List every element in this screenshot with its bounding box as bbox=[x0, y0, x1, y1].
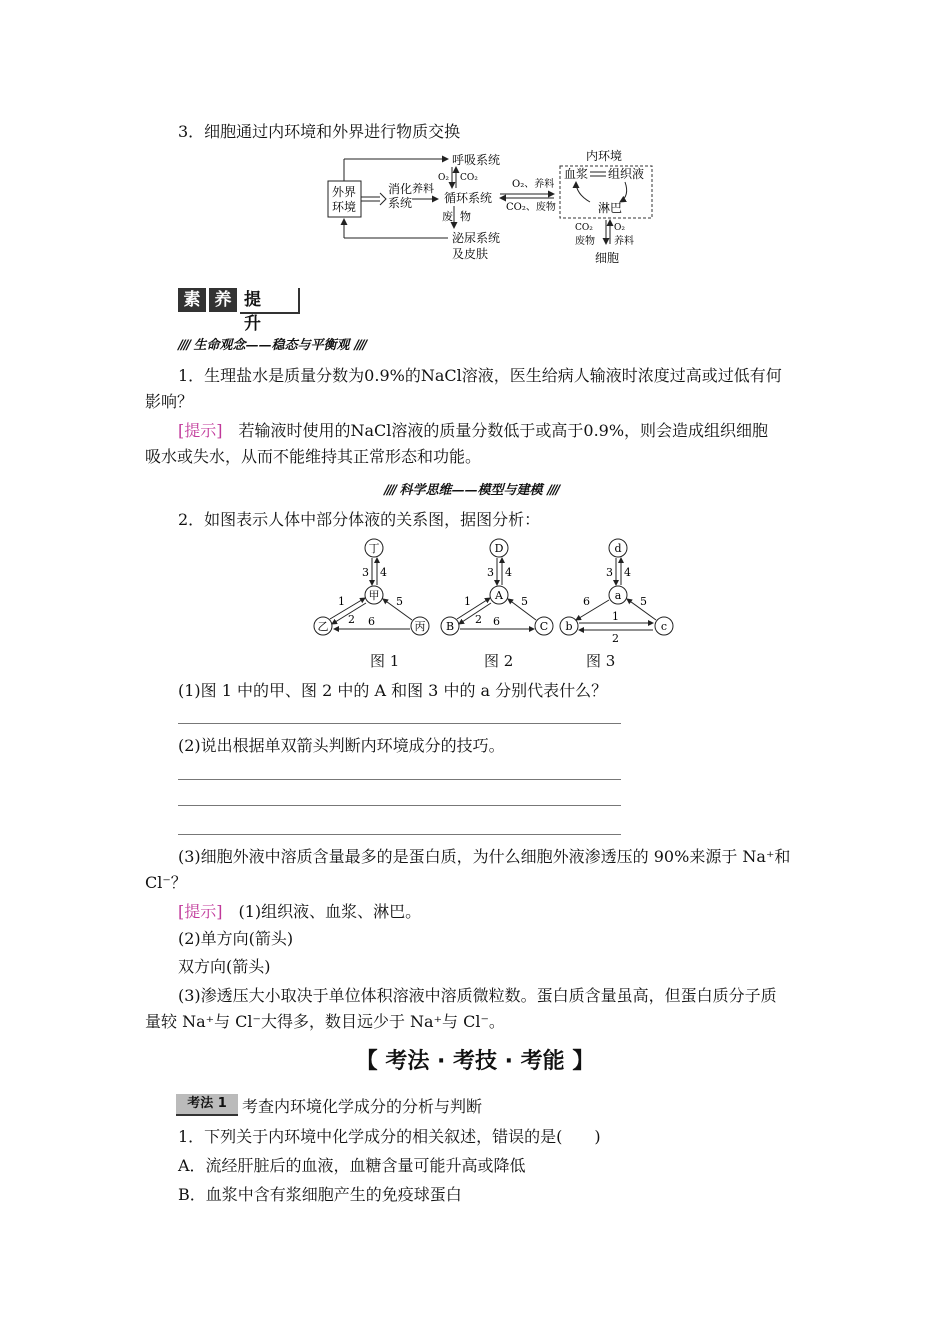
q2-ans2a: (2)单方向(箭头) bbox=[178, 929, 294, 948]
fig1-left: 乙 bbox=[317, 620, 329, 633]
svg-text:5: 5 bbox=[521, 595, 528, 608]
q2-sub3-line-2: Cl⁻？ bbox=[145, 873, 187, 892]
cell-waste-label: 废物 bbox=[575, 236, 595, 247]
q2-ans2b: 双方向(箭头) bbox=[178, 957, 271, 976]
mc-option-a: A．流经肝脏后的血液，血糖含量可能升高或降低 bbox=[178, 1156, 526, 1175]
q2-sub1: (1)图 1 中的甲、图 2 中的 A 和图 3 中的 a 分别代表什么？ bbox=[178, 681, 608, 700]
svg-text:5: 5 bbox=[396, 595, 403, 608]
fig2-right: C bbox=[539, 620, 549, 633]
nutrient-label: 养料 bbox=[412, 182, 434, 195]
svg-text:1: 1 bbox=[464, 595, 471, 608]
fig3-right: c bbox=[660, 620, 668, 633]
respiratory-label: 呼吸系统 bbox=[452, 153, 501, 167]
figure-1 bbox=[314, 539, 429, 635]
svg-text:4: 4 bbox=[380, 566, 387, 579]
outside-env-label-1: 外界 bbox=[331, 185, 357, 199]
banner-char-4: 升 bbox=[244, 314, 267, 334]
fig2-left: B bbox=[445, 620, 455, 633]
figure-2 bbox=[441, 539, 553, 635]
right-top-label: O₂、养料 bbox=[512, 179, 555, 190]
q1-line-1: 1．生理盐水是质量分数为0.9%的NaCl溶液，医生给病人输液时浓度过高或过低有何 bbox=[178, 366, 782, 385]
waste-label-2: 物 bbox=[460, 210, 471, 223]
hint-label-2: [提示] bbox=[178, 902, 223, 921]
co2-label: CO₂ bbox=[460, 173, 478, 183]
svg-text:1: 1 bbox=[612, 610, 619, 623]
kaofa1-title: 考查内环境化学成分的分析与判断 bbox=[242, 1097, 483, 1116]
fig2-center: A bbox=[495, 589, 503, 602]
q1-line-2: 影响？ bbox=[145, 392, 194, 411]
urinary-label-2: 及皮肤 bbox=[452, 247, 489, 261]
plasma-label: 血浆 bbox=[564, 167, 589, 181]
digest-label-2: 系统 bbox=[388, 196, 413, 210]
svg-text:3: 3 bbox=[487, 566, 494, 579]
o2-label: O₂ bbox=[438, 173, 449, 183]
answer-blank-3[interactable] bbox=[178, 805, 621, 806]
fig3-caption: 图 3 bbox=[586, 652, 616, 670]
fig1-top: 丁 bbox=[368, 542, 380, 555]
svg-text:6: 6 bbox=[583, 595, 590, 608]
circulation-label: 循环系统 bbox=[444, 191, 493, 205]
digest-label-1: 消化 bbox=[388, 182, 413, 196]
kaofa1-badge: 考法 1 bbox=[176, 1094, 238, 1116]
q2-sub3-line-1: (3)细胞外液中溶质含量最多的是蛋白质，为什么细胞外液渗透压的 90%来源于 Na⁺和 bbox=[178, 847, 791, 866]
svg-text:4: 4 bbox=[505, 566, 512, 579]
banner-char-1: 素 bbox=[178, 288, 206, 312]
svg-text:2: 2 bbox=[475, 613, 482, 626]
svg-text:5: 5 bbox=[640, 595, 647, 608]
banner-char-2: 养 bbox=[209, 288, 237, 312]
q2-hint: [提示] (1)组织液、血浆、淋巴。 bbox=[178, 902, 422, 921]
mc-option-b: B．血浆中含有浆细胞产生的免疫球蛋白 bbox=[178, 1185, 462, 1204]
mc-stem: 1．下列关于内环境中化学成分的相关叙述，错误的是( ) bbox=[178, 1127, 601, 1146]
kaofa-heading: 【 考法 · 考技 · 考能 】 bbox=[355, 1049, 595, 1074]
svg-text:3: 3 bbox=[362, 566, 369, 579]
fig3-left: b bbox=[565, 620, 573, 633]
fig1-caption: 图 1 bbox=[370, 652, 400, 670]
q2-intro: 2．如图表示人体中部分体液的关系图，据图分析： bbox=[178, 510, 541, 529]
q2-ans3-line-1: (3)渗透压大小取决于单位体积溶液中溶质微粒数。蛋白质含量虽高，但蛋白质分子质 bbox=[178, 986, 777, 1005]
fig1-right: 丙 bbox=[414, 620, 426, 633]
figure-3 bbox=[560, 539, 673, 645]
svg-text:6: 6 bbox=[493, 615, 500, 628]
svg-text:1: 1 bbox=[338, 595, 345, 608]
tissue-label: 组织液 bbox=[608, 167, 645, 181]
exchange-flow-diagram bbox=[320, 148, 660, 270]
svg-text:4: 4 bbox=[624, 566, 631, 579]
urinary-label-1: 泌尿系统 bbox=[452, 231, 501, 245]
banner-char-3: 提 bbox=[244, 290, 267, 310]
fig1-center: 甲 bbox=[368, 589, 380, 602]
outside-env-label-2: 环境 bbox=[331, 200, 357, 214]
right-bottom-label: CO₂、废物 bbox=[506, 202, 556, 213]
svg-text:2: 2 bbox=[612, 632, 619, 645]
answer-blank-4[interactable] bbox=[178, 834, 621, 835]
cell-nutrient-label: 养料 bbox=[614, 236, 634, 247]
cell-co2-label: CO₂ bbox=[575, 223, 593, 233]
svg-text:6: 6 bbox=[368, 615, 375, 628]
inner-env-label: 内环境 bbox=[586, 149, 623, 163]
tag-life-concept: //// 生命观念——稳态与平衡观 //// bbox=[178, 338, 366, 353]
fig2-top: D bbox=[494, 542, 504, 555]
cell-label: 细胞 bbox=[595, 251, 620, 265]
q2-sub2: (2)说出根据单双箭头判断内环境成分的技巧。 bbox=[178, 736, 505, 755]
lymph-label: 淋巴 bbox=[598, 201, 623, 215]
svg-text:2: 2 bbox=[348, 613, 355, 626]
waste-label-1: 废 bbox=[442, 210, 453, 223]
q1-hint-line-2: 吸水或失水，从而不能维持其正常形态和功能。 bbox=[145, 447, 482, 466]
fig3-top: d bbox=[614, 542, 622, 555]
cell-o2-label: O₂ bbox=[614, 223, 625, 233]
section-title: 3．细胞通过内环境和外界进行物质交换 bbox=[178, 122, 461, 141]
answer-blank-2[interactable] bbox=[178, 779, 621, 780]
q2-ans3-line-2: 量较 Na⁺与 Cl⁻大得多，数目远少于 Na⁺与 Cl⁻。 bbox=[145, 1012, 505, 1031]
hint-label: [提示] bbox=[178, 421, 223, 440]
fig2-caption: 图 2 bbox=[484, 652, 514, 670]
answer-blank-1[interactable] bbox=[178, 723, 621, 724]
fig3-center: a bbox=[614, 589, 622, 602]
svg-text:3: 3 bbox=[606, 566, 613, 579]
q1-hint: [提示] 若输液时使用的NaCl溶液的质量分数低于或高于0.9%，则会造成组织细胞 bbox=[178, 421, 769, 440]
tag-science-thinking: //// 科学思维——模型与建模 //// bbox=[384, 483, 559, 498]
